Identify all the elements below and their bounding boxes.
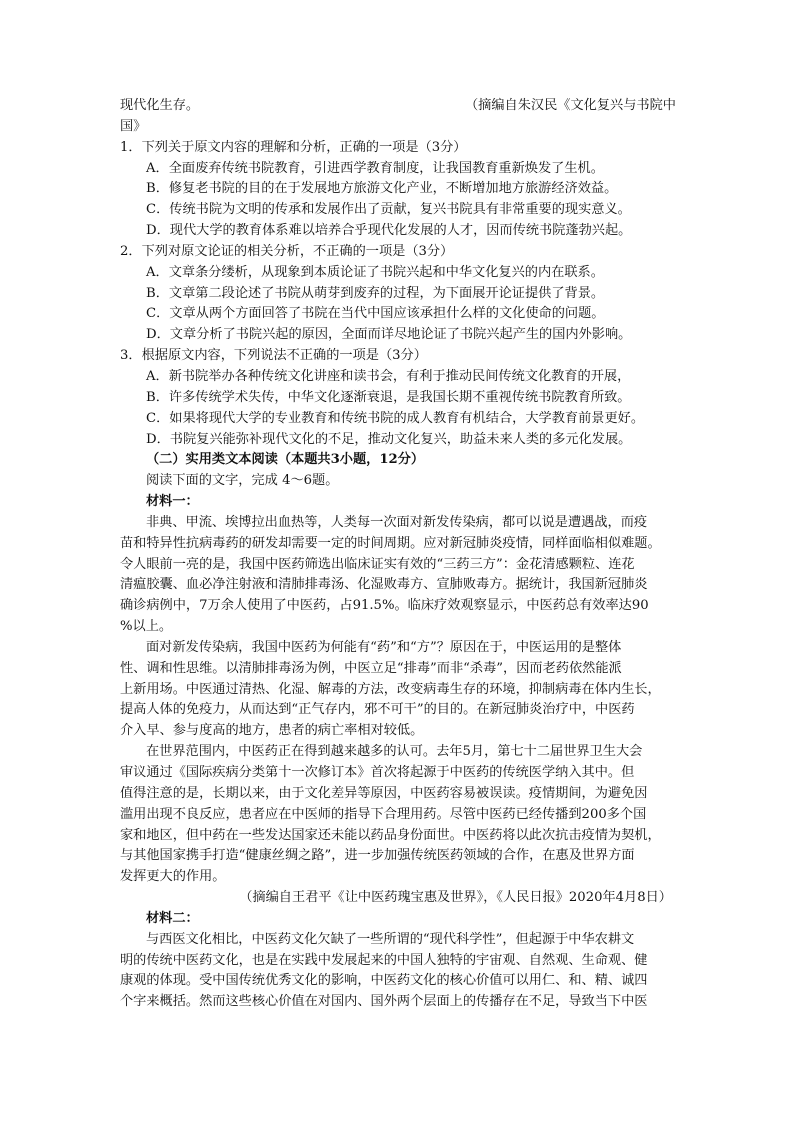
paragraph-end: 现代化生存。 bbox=[120, 98, 200, 113]
material-1-line: 性、调和性思维。以清肺排毒汤为例，中医立足“排毒”而非“杀毒”，因而老药依然能派 bbox=[120, 660, 622, 676]
material-2-label: 材料二： bbox=[146, 910, 199, 926]
question-2-option-a: A．文章条分缕析，从现象到本质论证了书院兴起和中华文化复兴的内在联系。 bbox=[146, 264, 604, 280]
citation-line bbox=[120, 96, 676, 117]
question-2-option-b: B．文章第二段论述了书院从萌芽到废弃的过程，为下面展开论证提供了背景。 bbox=[146, 285, 605, 301]
material-2-line: 个字来概括。然而这些核心价值在对国内、国外两个层面上的传播存在不足，导致当下中医 bbox=[120, 994, 648, 1010]
section-heading: （二）实用类文本阅读（本题共3小题，12分） bbox=[146, 452, 425, 468]
material-1-line: 令人眼前一亮的是，我国中医药筛选出临床证实有效的“三药三方”：金花清感颗粒、连花 bbox=[120, 556, 635, 572]
material-1-source: （摘编自王君平《让中医药瑰宝惠及世界》，《人民日报》2020年4月8日） bbox=[239, 890, 672, 906]
question-3-option-b: B．许多传统学术失传，中华文化逐渐衰退，是我国长期不重视传统书院教育所致。 bbox=[146, 389, 631, 405]
section-instruction: 阅读下面的文字，完成 4～6题。 bbox=[146, 473, 339, 489]
material-1-line: 值得注意的是，长期以来，由于文化差异等原因，中医药容易被误读。疫情期间，为避免因 bbox=[120, 785, 648, 801]
material-1-line: 上新用场。中医通过清热、化湿、解毒的方法，改变病毒生存的环境，抑制病毒在体内生长， bbox=[120, 681, 661, 697]
question-1-option-d: D．现代大学的教育体系难以培养合乎现代化发展的人才，因而传统书院蓬勃兴起。 bbox=[146, 223, 632, 239]
citation-end: 国》 bbox=[120, 118, 147, 134]
material-1-line: 介入早、参与度高的地方，患者的病亡率相对较低。 bbox=[120, 723, 424, 739]
material-1-line: 与其他国家携手打造“健康丝绸之路”，进一步加强传统医药领域的合作，在惠及世界方面 bbox=[120, 848, 635, 864]
material-1-line: 审议通过《国际疾病分类第十一次修订本》首次将起源于中医药的传统医学纳入其中。但 bbox=[120, 765, 635, 780]
material-2-line: 与西医文化相比，中医药文化欠缺了一些所谓的“现代科学性”，但起源于中华农耕文 bbox=[146, 931, 635, 947]
question-3-option-c: C．如果将现代大学的专业教育和传统书院的成人教育有机结合，大学教育前景更好。 bbox=[146, 410, 645, 426]
question-1-option-b: B．修复老书院的目的在于发展地方旅游文化产业，不断增加地方旅游经济效益。 bbox=[146, 181, 618, 197]
material-1-line: 家和地区，但中药在一些发达国家还未能以药品身份面世。中医药将以此次抗击疫情为契机， bbox=[120, 827, 661, 843]
question-2-option-c: C．文章从两个方面回答了书院在当代中国应该承担什么样的文化使命的问题。 bbox=[146, 306, 605, 322]
material-1-line: 滥用出现不良反应，患者应在中医师的指导下合理用药。尽管中医药已经传播到200多个国 bbox=[120, 806, 647, 822]
material-1-line: 面对新发传染病，我国中医药为何能有“药”和“方”？原因在于，中医运用的是整体 bbox=[146, 639, 622, 655]
question-3-stem: 3．根据原文内容，下列说法不正确的一项是（3分） bbox=[120, 348, 427, 364]
material-2-line: 康观的体现。受中国传统优秀文化的影响，中医药文化的核心价值可以用仁、和、精、诚四 bbox=[120, 973, 648, 989]
material-1-line: 确诊病例中，7万余人使用了中医药，占91.5%。临床疗效观察显示，中医药总有效率达90 bbox=[120, 598, 649, 614]
citation-start: （摘编自朱汉民《文化复兴与书院中 bbox=[465, 98, 676, 113]
question-3-option-a: A．新书院举办各种传统文化讲座和读书会，有利于推动民间传统文化教育的开展， bbox=[146, 368, 631, 384]
material-1-line: %以上。 bbox=[120, 619, 173, 635]
material-1-line: 提高人体的免疫力，从而达到“正气存内，邪不可干”的目的。在新冠肺炎治疗中，中医药 bbox=[120, 702, 635, 718]
question-1-option-a: A．全面废弃传统书院教育，引进西学教育制度，让我国教育重新焕发了生机。 bbox=[146, 160, 604, 176]
question-2-option-d: D．文章分析了书院兴起的原因，全面而详尽地论证了书院兴起产生的国内外影响。 bbox=[146, 327, 632, 343]
question-1-stem: 1．下列关于原文内容的理解和分析，正确的一项是（3分） bbox=[120, 139, 467, 155]
material-1-label: 材料一： bbox=[146, 494, 199, 510]
material-2-line: 明的传统中医药文化，也是在实践中发展起来的中国人独特的宇宙观、自然观、生命观、健 bbox=[120, 952, 648, 968]
material-1-line: 发挥更大的作用。 bbox=[120, 869, 226, 885]
document-content bbox=[120, 96, 676, 1013]
question-2-stem: 2．下列对原文论证的相关分析，不正确的一项是（3分） bbox=[120, 243, 454, 259]
material-1-line: 苗和特异性抗病毒药的研发却需要一定的时间周期。应对新冠肺炎疫情，同样面临相似难题。 bbox=[120, 535, 661, 551]
question-3-option-d: D．书院复兴能弥补现代文化的不足，推动文化复兴，助益未来人类的多元化发展。 bbox=[146, 431, 632, 447]
material-1-line: 在世界范围内，中医药正在得到越来越多的认可。去年5月，第七十二届世界卫生大会 bbox=[146, 744, 643, 760]
material-1-line: 非典、甲流、埃博拉出血热等，人类每一次面对新发传染病，都可以说是遭遇战，而疫 bbox=[146, 514, 648, 530]
material-1-line: 清瘟胶囊、血必净注射液和清肺排毒汤、化湿败毒方、宣肺败毒方。据统计，我国新冠肺炎 bbox=[120, 577, 648, 593]
question-1-option-c: C．传统书院为文明的传承和发展作出了贡献，复兴书院具有非常重要的现实意义。 bbox=[146, 202, 631, 218]
